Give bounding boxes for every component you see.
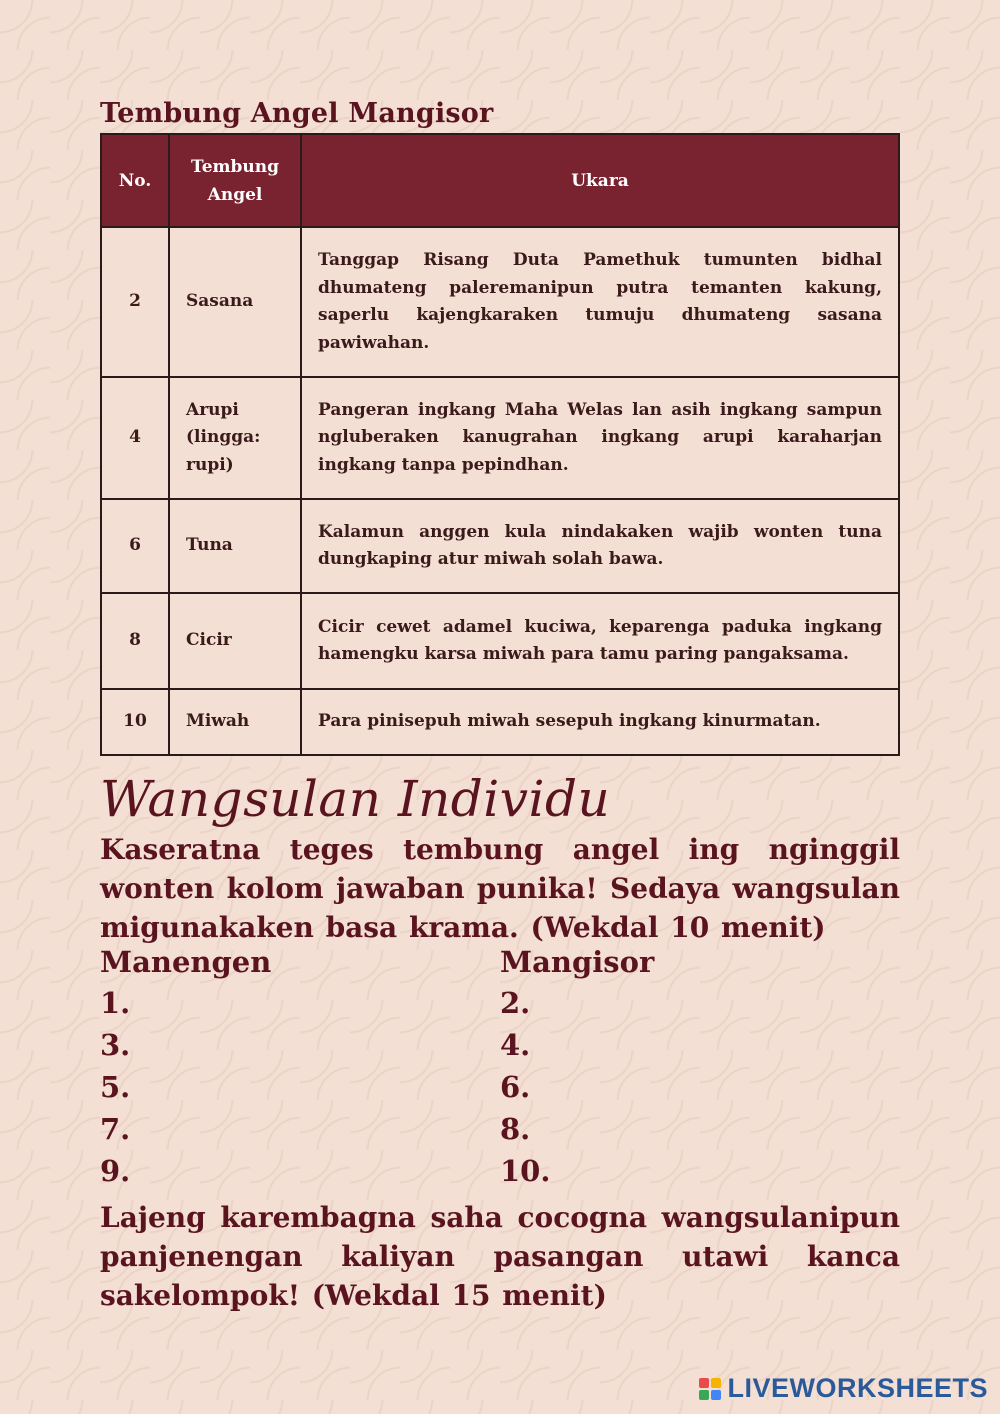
answer-number: 7.	[100, 1112, 131, 1146]
row-sentence: Para pinisepuh miwah sesepuh ingkang kinurmatan.	[301, 689, 899, 755]
vocabulary-table	[100, 133, 900, 756]
answer-number: 1.	[100, 986, 131, 1020]
answer-number: 10.	[500, 1154, 551, 1188]
table-row	[101, 377, 899, 499]
table-row	[101, 593, 899, 689]
answer-number: 3.	[100, 1028, 131, 1062]
row-number: 4	[101, 377, 169, 499]
answer-number: 5.	[100, 1070, 131, 1104]
row-word: Tuna	[169, 499, 301, 593]
right-column-header: Mangisor	[500, 945, 655, 979]
row-number: 2	[101, 227, 169, 377]
logo-square	[711, 1390, 721, 1400]
header-word: Tembung Angel	[169, 134, 301, 227]
liveworksheets-brand[interactable]	[699, 1373, 988, 1404]
logo-square	[699, 1390, 709, 1400]
final-instruction-text: Lajeng karembagna saha cocogna wangsulanipun panjenengan kaliyan pasangan utawi kanca sakelompok! (Wekdal 15 menit)	[100, 1201, 900, 1312]
table-title: Tembung Angel Mangisor	[100, 98, 494, 129]
row-sentence: Kalamun anggen kula nindakaken wajib wonten tuna dungkaping atur miwah solah bawa.	[301, 499, 899, 593]
table-row	[101, 227, 899, 377]
answer-number: 8.	[500, 1112, 531, 1146]
section-heading: Wangsulan Individu	[100, 770, 611, 828]
row-number: 10	[101, 689, 169, 755]
table-row	[101, 689, 899, 755]
row-word: Cicir	[169, 593, 301, 689]
table-header-row	[101, 134, 899, 227]
answer-number: 9.	[100, 1154, 131, 1188]
row-sentence: Cicir cewet adamel kuciwa, keparenga paduka ingkang hamengku karsa miwah para tamu paring pangaksama.	[301, 593, 899, 689]
header-sentence: Ukara	[301, 134, 899, 227]
brand-name: LIVEWORKSHEETS	[727, 1373, 988, 1403]
row-sentence: Pangeran ingkang Maha Welas lan asih ingkang sampun ngluberaken kanugrahan ingkang arupi karaharjan ingkang tanpa pepindhan.	[301, 377, 899, 499]
row-number: 6	[101, 499, 169, 593]
row-sentence: Tanggap Risang Duta Pamethuk tumunten bidhal dhumateng paleremanipun putra temanten kakung, saperlu kajengkaraken tumuju dhumateng sasana pawiwahan.	[301, 227, 899, 377]
table-row	[101, 499, 899, 593]
row-word: Sasana	[169, 227, 301, 377]
row-word: Arupi (lingga: rupi)	[169, 377, 301, 499]
liveworksheets-logo-icon	[699, 1378, 721, 1400]
answer-number: 4.	[500, 1028, 531, 1062]
header-no: No.	[101, 134, 169, 227]
row-word: Miwah	[169, 689, 301, 755]
logo-square	[699, 1378, 709, 1388]
left-column-header: Manengen	[100, 945, 272, 979]
instructions-text: Kaseratna teges tembung angel ing nginggil wonten kolom jawaban punika! Sedaya wangsulan migunakaken basa krama. (Wekdal 10 menit)	[100, 833, 900, 944]
row-number: 8	[101, 593, 169, 689]
logo-square	[711, 1378, 721, 1388]
answer-number: 2.	[500, 986, 531, 1020]
answer-number: 6.	[500, 1070, 531, 1104]
